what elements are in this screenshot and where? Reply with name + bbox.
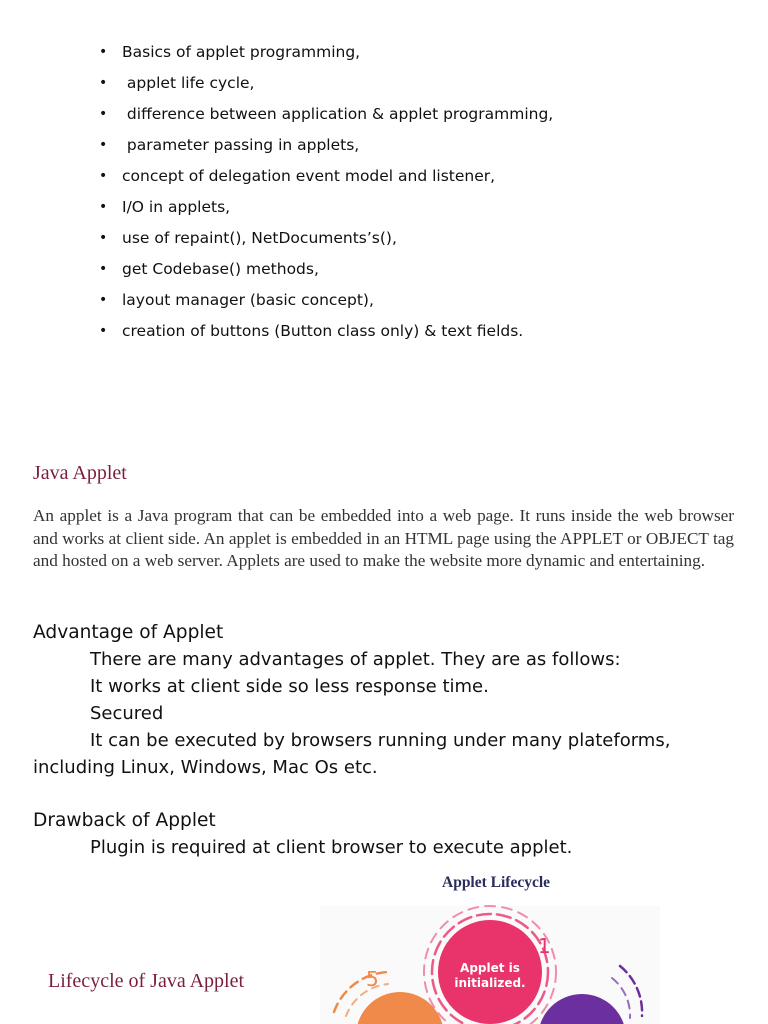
topic-text: layout manager (basic concept), xyxy=(122,291,374,309)
list-item xyxy=(0,192,768,223)
bullet-icon: • xyxy=(99,137,108,153)
advantage-point: It can be executed by browsers running under many plateforms, xyxy=(90,730,671,751)
advantage-heading: Advantage of Applet xyxy=(33,622,224,643)
bullet-icon: • xyxy=(99,44,108,60)
list-item xyxy=(0,254,768,285)
bullet-icon: • xyxy=(99,75,108,91)
topic-text: Basics of applet programming, xyxy=(122,43,361,61)
topics-list xyxy=(0,37,768,347)
bullet-icon: • xyxy=(99,230,108,246)
lifecycle-heading: Lifecycle of Java Applet xyxy=(48,970,245,992)
bullet-icon: • xyxy=(99,168,108,184)
applet-lifecycle-diagram xyxy=(320,866,660,1024)
topic-text: use of repaint(), NetDocuments’s(), xyxy=(122,229,397,247)
bullet-icon: • xyxy=(99,323,108,339)
advantage-intro: There are many advantages of applet. They are as follows: xyxy=(90,649,621,670)
topic-text: difference between application & applet programming, xyxy=(122,105,554,123)
java-applet-paragraph: An applet is a Java program that can be embedded into a web page. It runs inside the web browser and works at client side. An applet is embedded in an HTML page using the APPLET or OBJECT tag and hosted on a web server. Applets are used to make the website more dynamic and entertaining. xyxy=(33,506,734,571)
topic-text: concept of delegation event model and listener, xyxy=(122,167,496,185)
list-item xyxy=(0,285,768,316)
step-number-1: 1 xyxy=(538,934,551,958)
bullet-icon: • xyxy=(99,261,108,277)
diagram-title: Applet Lifecycle xyxy=(442,874,551,891)
list-item xyxy=(0,316,768,347)
drawback-point: Plugin is required at client browser to execute applet. xyxy=(90,837,573,858)
topic-text: get Codebase() methods, xyxy=(122,260,319,278)
list-item xyxy=(0,161,768,192)
bullet-icon: • xyxy=(99,199,108,215)
initialized-node-label: Applet is initialized. xyxy=(454,961,526,990)
advantage-point: It works at client side so less response time. xyxy=(90,676,489,697)
bullet-icon: • xyxy=(99,106,108,122)
topic-text: I/O in applets, xyxy=(122,198,231,216)
topic-text: applet life cycle, xyxy=(122,74,255,92)
bullet-icon: • xyxy=(99,292,108,308)
step-number-5: 5 xyxy=(366,967,379,991)
drawback-heading: Drawback of Applet xyxy=(33,810,216,831)
topic-text: parameter passing in applets, xyxy=(122,136,360,154)
topic-text: creation of buttons (Button class only) & text fields. xyxy=(122,322,524,340)
advantage-point: Secured xyxy=(90,703,164,724)
list-item xyxy=(0,223,768,254)
list-item xyxy=(0,99,768,130)
list-item xyxy=(0,37,768,68)
list-item xyxy=(0,68,768,99)
java-applet-heading: Java Applet xyxy=(33,462,127,484)
drawback-section xyxy=(33,807,734,861)
advantage-section xyxy=(33,619,734,781)
list-item xyxy=(0,130,768,161)
advantage-point-continued: including Linux, Windows, Mac Os etc. xyxy=(33,757,378,778)
